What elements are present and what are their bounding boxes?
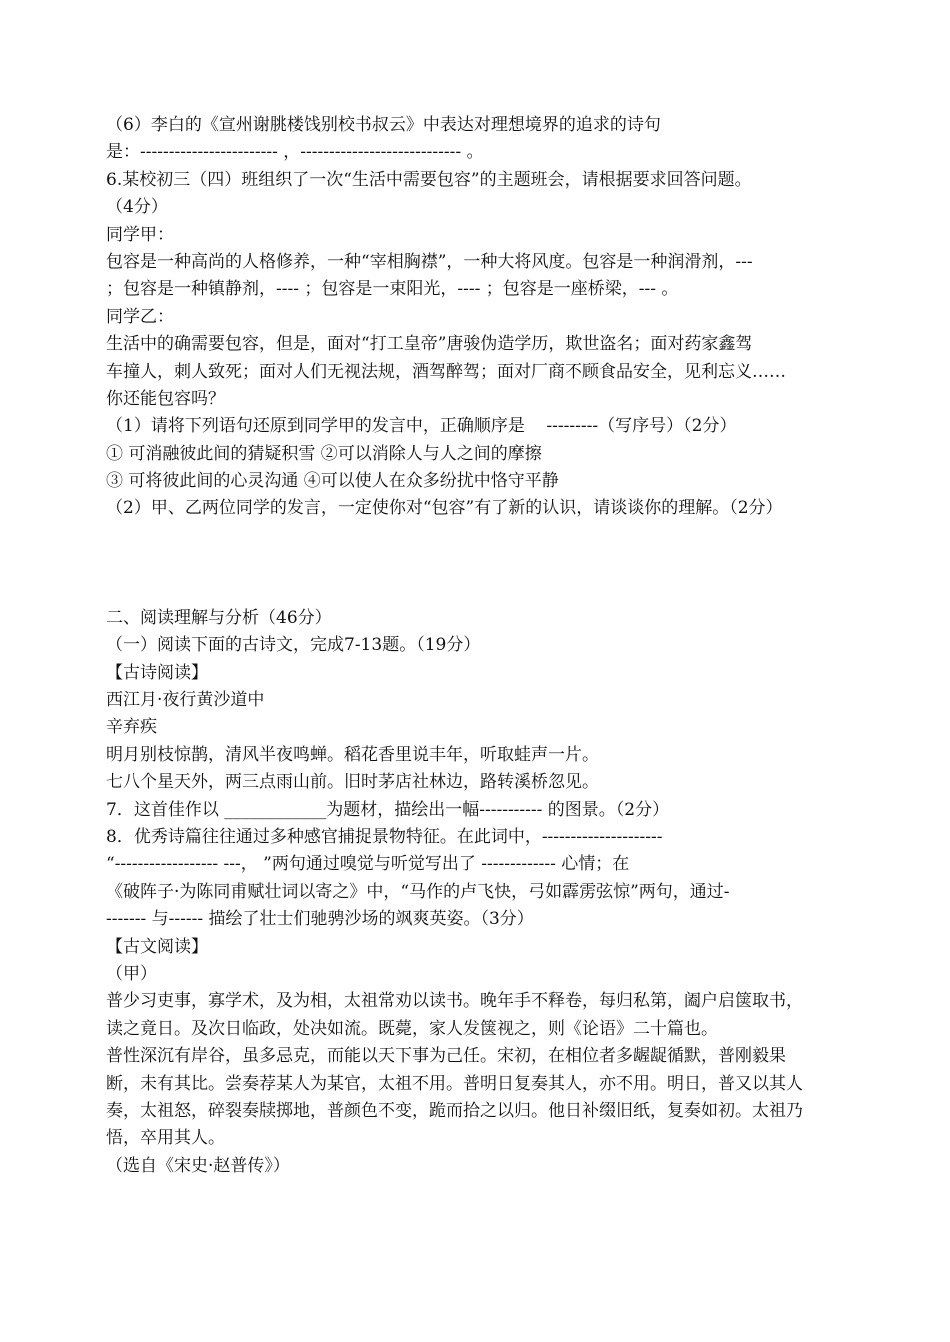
answer-space — [106, 523, 846, 605]
text-line: ------- 与------ 描绘了壮士们驰骋沙场的飒爽英姿。（3分） — [106, 909, 534, 930]
text-line: 明月别枝惊鹊，清风半夜鸣蝉。稻花香里说丰年，听取蛙声一片。 — [106, 744, 599, 765]
text-line: 6.某校初三（四）班组织了一次“生活中需要包容”的主题班会，请根据要求回答问题。 — [106, 169, 752, 190]
text-line: “------------------ ---， ”两句通过嗅觉与听觉写出了 ------------- 心情；在 — [106, 854, 630, 875]
text-line: 普性深沉有岸谷，虽多忌克，而能以天下事为己任。宋初，在相位者多龌龊循默，普刚毅果 — [106, 1046, 786, 1067]
text-line: 车撞人，刺人致死；面对人们无视法规，酒驾醉驾；面对厂商不顾食品安全，见利忘义…… — [106, 361, 786, 382]
page-content — [106, 112, 846, 1180]
text-line: 七八个星天外，两三点雨山前。旧时茅店社林边，路转溪桥忽见。 — [106, 772, 599, 793]
text-line: 8．优秀诗篇往往通过多种感官捕捉景物特征。在此词中，--------------------- — [106, 826, 663, 847]
text-line: 普少习吏事，寡学术，及为相，太祖常劝以读书。晚年手不释卷，每归私第，阖户启箧取书， — [106, 991, 803, 1012]
text-line: （4分） — [106, 197, 168, 218]
text-line: 西江月·夜行黄沙道中 — [106, 690, 265, 711]
exam-section-reading — [106, 605, 846, 1180]
text-line: 辛弃疾 — [106, 717, 157, 738]
text-line: （一）阅读下面的古诗文，完成7-13题。（19分） — [106, 635, 481, 656]
text-line: （选自《宋史·赵普传》） — [106, 1155, 290, 1176]
text-line: ③ 可将彼此间的心灵沟通 ④可以使人在众多纷扰中恪守平静 — [106, 471, 559, 492]
text-line: 是：------------------------ ，---------------------------- 。 — [106, 142, 484, 163]
text-line: ① 可消融彼此间的猜疑积雪 ②可以消除人与人之间的摩擦 — [106, 443, 542, 464]
text-line: 生活中的确需要包容，但是，面对“打工皇帝”唐骏伪造学历，欺世盗名；面对药家鑫驾 — [106, 334, 753, 355]
text-line: 断，未有其比。尝奏荐某人为某官，太祖不用。普明日复奏其人，亦不用。明日，普又以其人 — [106, 1073, 803, 1094]
text-line: 同学甲： — [106, 224, 174, 245]
text-line: 《破阵子·为陈同甫赋壮词以寄之》中，“马作的卢飞快，弓如霹雳弦惊”两句，通过- — [106, 881, 730, 902]
text-line: 你还能包容吗？ — [106, 388, 225, 409]
exam-section-language-use — [106, 112, 846, 523]
text-line: 悟，卒用其人。 — [106, 1128, 225, 1149]
text-line: （6）李白的《宣州谢朓楼饯别校书叔云》中表达对理想境界的追求的诗句 — [106, 115, 661, 135]
text-line: 【古文阅读】 — [106, 936, 208, 957]
text-line: 同学乙： — [106, 306, 174, 327]
text-line: （1）请将下列语句还原到同学甲的发言中，正确顺序是 ---------（写序号）（2分） — [106, 416, 737, 437]
text-line: （2）甲、乙两位同学的发言，一定使你对“包容”有了新的认识，请谈谈你的理解。（2分） — [106, 498, 783, 519]
text-line: 读之竟日。及次日临政，处决如流。既薨，家人发箧视之，则《论语》二十篇也。 — [106, 1018, 718, 1039]
text-line: 奏，太祖怒，碎裂奏牍掷地，普颜色不变，跪而拾之以归。他日补缀旧纸，复奏如初。太祖乃 — [106, 1100, 803, 1121]
text-line: （甲） — [106, 963, 157, 984]
text-line: 【古诗阅读】 — [106, 662, 208, 683]
text-line: 7．这首佳作以 ____________为题材，描绘出一幅----------- 的图景。（2分） — [106, 799, 670, 820]
text-line: ；包容是一种镇静剂，---- ；包容是一束阳光，---- ；包容是一座桥梁，--- 。 — [106, 279, 679, 300]
text-line: 包容是一种高尚的人格修养，一种“宰相胸襟”，一种大将风度。包容是一种润滑剂，--- — [106, 251, 753, 272]
text-line: 二、阅读理解与分析（46分） — [106, 607, 332, 628]
